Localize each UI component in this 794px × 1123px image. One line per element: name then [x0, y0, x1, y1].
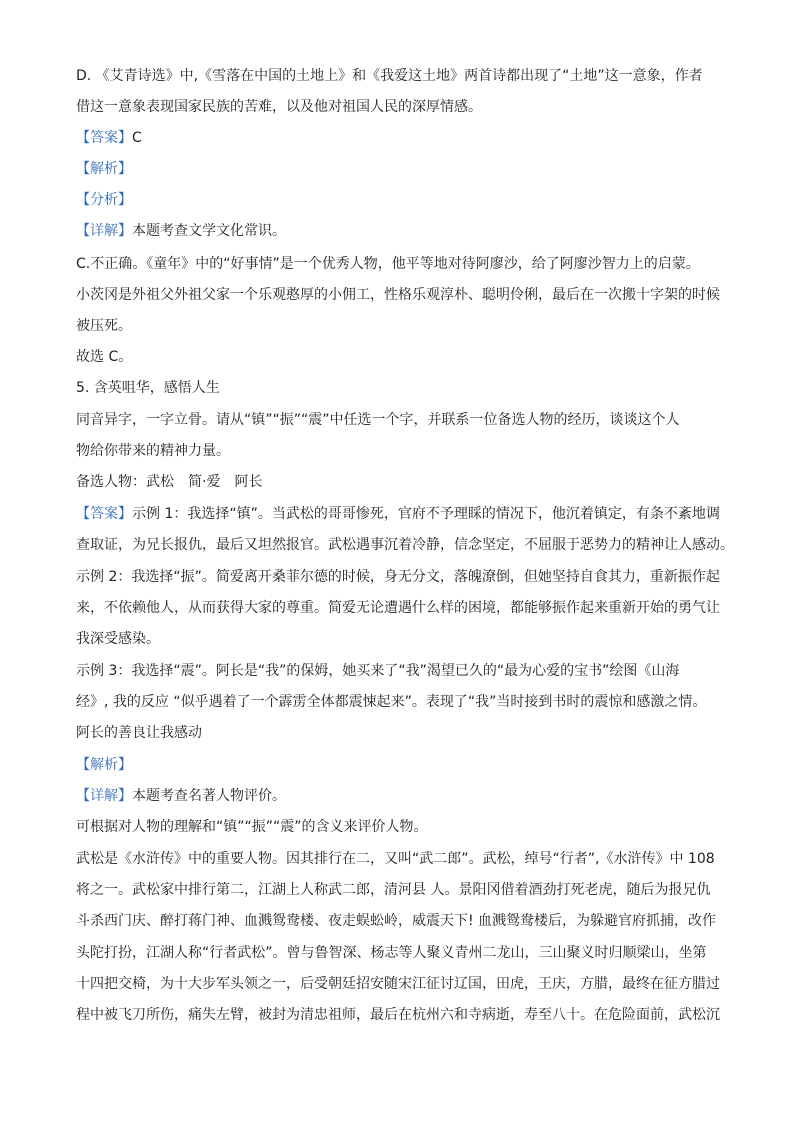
analysis-tag-line — [76, 159, 132, 179]
analysis-tag-2: 【解析】 — [76, 757, 132, 773]
question-5-line-2: 物给你带来的精神力量。 — [76, 443, 230, 459]
wusong-line-4: 头陀打扮，江湖人称“行者武松”。曾与鲁智深、杨志等人聚义青州二龙山，三山聚义时归顺梁山，坐第 — [76, 945, 707, 961]
explanation-line-2: 小茨冈是外祖父外祖父家一个乐观憨厚的小佣工，性格乐观淳朴、聪明伶俐，最后在一次搬十字架的时候 — [76, 287, 720, 303]
analysis-tag: 【解析】 — [76, 161, 132, 177]
detail-text-2: 本题考查名著人物评价。 — [132, 788, 286, 804]
answer-tag: 【答案】 — [76, 130, 132, 146]
detail-tag: 【详解】 — [76, 223, 132, 239]
question-5-title: 5. 含英咀华，感悟人生 — [76, 380, 220, 396]
answer-example-1-text: 示例 1：我选择“镇”。当武松的哥哥惨死，官府不予理睬的情况下，他沉着镇定，有条不紊地调 — [132, 506, 720, 522]
wusong-line-6: 程中被飞刀所伤，痛失左臂，被封为清忠祖师，最后在杭州六和寺病逝，寿至八十。在危险面前，武松沉 — [76, 1007, 720, 1023]
answer-example-3-line-1: 示例 3：我选择“震”。阿长是“我”的保姆，她买来了“我”渴望已久的“最为心爱的宝书”绘图《山海 — [76, 663, 680, 679]
wusong-line-1: 武松是《水浒传》中的重要人物。因其排行在二，又叫“武二郎”。武松，绰号“行者”,《水浒传》中 108 — [76, 851, 715, 867]
explanation-line-1: C.不正确。《童年》中的“好事情”是一个优秀人物，他平等地对待阿廖沙，给了阿廖沙智力上的启蒙。 — [76, 256, 700, 272]
answer-tag-2: 【答案】 — [76, 506, 132, 522]
answer-example-2-line-2: 来，不依赖他人，从而获得大家的尊重。简爱无论遭遇什么样的困境，都能够振作起来重新开始的勇气让 — [76, 600, 720, 616]
candidate-characters: 备选人物：武松 简·爱 阿长 — [76, 474, 263, 490]
answer-example-2-line-1: 示例 2：我选择“振”。简爱离开桑菲尔德的时候，身无分文，落魄潦倒，但她坚持自食其力，重新振作起 — [76, 569, 720, 585]
answer-example-1-line-1 — [76, 504, 720, 524]
detail-tag-2: 【详解】 — [76, 788, 132, 804]
answer-example-3-line-2: 经》, 我的反应 “似乎遇着了一个霹雳全体都震悚起来”。表现了“我”当时接到书时的震惊和感激之情。 — [76, 694, 707, 710]
question-5-line-1: 同音异字，一字立骨。请从“镇”“振”“震”中任选一个字，并联系一位备选人物的经历，谈谈这个人 — [76, 412, 680, 428]
answer-line — [76, 128, 142, 148]
explanation-line-3: 被压死。 — [76, 318, 132, 334]
analysis-tag-line-2 — [76, 755, 132, 775]
conclusion-line: 故选 C。 — [76, 349, 133, 365]
fenxi-tag: 【分析】 — [76, 192, 132, 208]
answer-example-3-line-3: 阿长的善良让我感动 — [76, 725, 202, 741]
wusong-line-5: 十四把交椅，为十大步军头领之一，后受朝廷招安随宋江征讨辽国，田虎，王庆，方腊，最终在征方腊过 — [76, 976, 720, 992]
evaluation-hint: 可根据对人物的理解和“镇”“振”“震”的含义来评价人物。 — [76, 819, 428, 835]
fenxi-tag-line — [76, 190, 132, 210]
detail-text: 本题考查文学文化常识。 — [132, 223, 286, 239]
option-d-line-2: 借这一意象表现国家民族的苦难，以及他对祖国人民的深厚情感。 — [76, 99, 482, 115]
detail-line-2 — [76, 786, 286, 806]
detail-line — [76, 221, 286, 241]
wusong-line-3: 斗杀西门庆、醉打蒋门神、血溅鸳鸯楼、夜走蜈蚣岭，威震天下! 血溅鸳鸯楼后，为躲避官府抓捕，改作 — [76, 913, 717, 929]
answer-example-2-line-3: 我深受感染。 — [76, 631, 160, 647]
option-d-line-1: D. 《艾青诗选》中,《雪落在中国的土地上》和《我爱这土地》两首诗都出现了“土地”这一意象，作者 — [76, 68, 703, 84]
answer-text: C — [132, 130, 142, 146]
answer-example-1-line-2: 查取证，为兄长报仇，最后又坦然报官。武松遇事沉着冷静，信念坚定，不屈服于恶势力的精神让人感动。 — [76, 537, 734, 553]
wusong-line-2: 将之一。武松家中排行第二，江湖上人称武二郎，清河县 人。景阳冈借着酒劲打死老虎，随后为报兄仇 — [76, 882, 711, 898]
